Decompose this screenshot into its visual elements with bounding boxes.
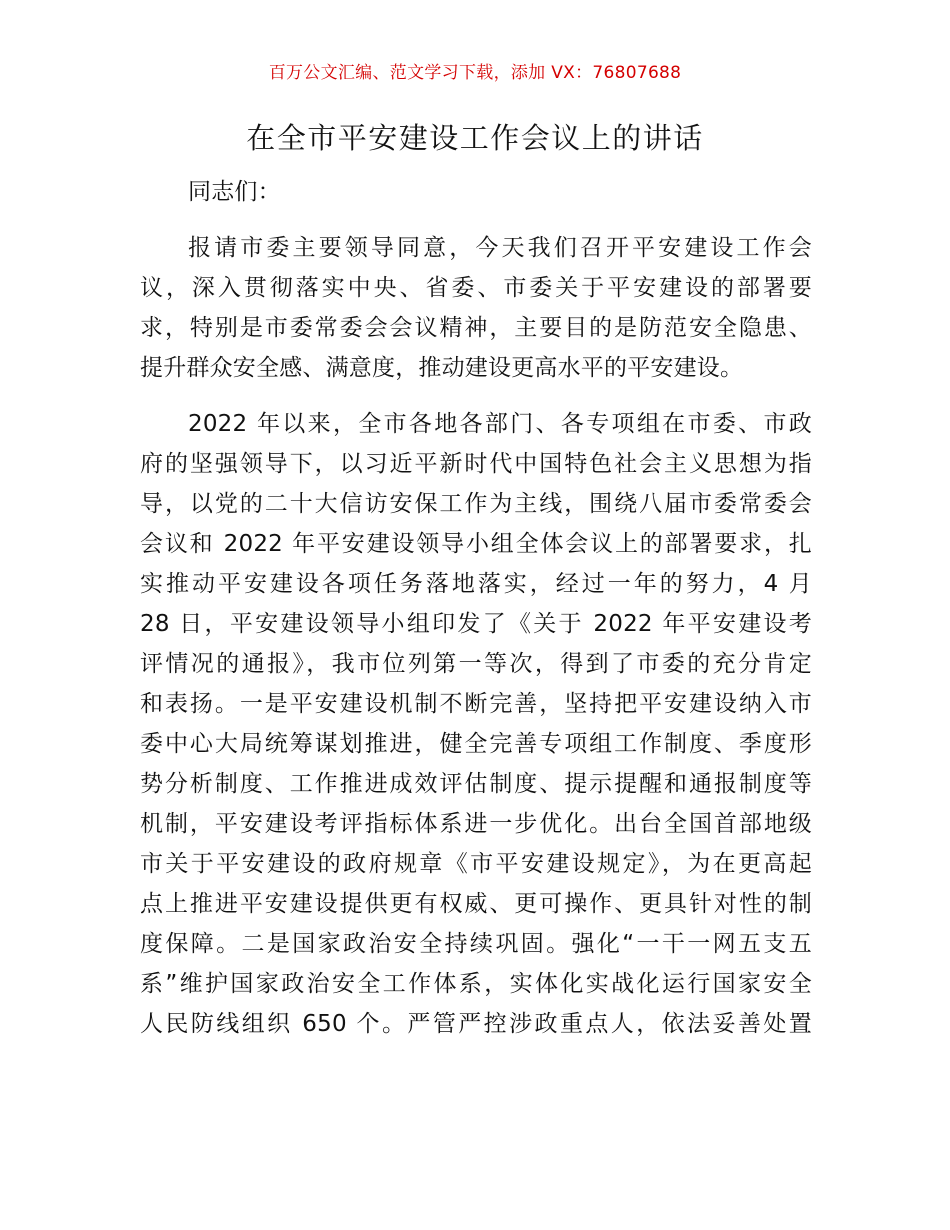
paragraph-line: 提升群众安全感、满意度，推动建设更高水平的平安建设。 bbox=[140, 355, 744, 381]
paragraph-line: 求，特别是市委常委会会议精神，主要目的是防范安全隐患、 bbox=[140, 315, 812, 341]
paragraph-line: 导，以党的二十大信访安保工作为主线，围绕八届市委常委会 bbox=[140, 491, 812, 517]
paragraph bbox=[140, 404, 812, 1044]
header-promo-note: 百万公文汇编、范文学习下载，添加 VX：76807688 bbox=[268, 63, 682, 83]
paragraph-line: 和表扬。一是平安建设机制不断完善，坚持把平安建设纳入市 bbox=[140, 691, 812, 717]
salutation: 同志们： bbox=[188, 179, 281, 205]
paragraph-line: 委中心大局统筹谋划推进，健全完善专项组工作制度、季度形 bbox=[140, 731, 812, 757]
paragraph-line: 点上推进平安建设提供更有权威、更可操作、更具针对性的制 bbox=[140, 891, 812, 917]
paragraph-line: 2022 年以来，全市各地各部门、各专项组在市委、市政 bbox=[188, 411, 812, 437]
paragraph-line: 28 日，平安建设领导小组印发了《关于 2022 年平安建设考 bbox=[140, 611, 812, 637]
paragraph bbox=[140, 228, 812, 388]
paragraph-line: 度保障。二是国家政治安全持续巩固。强化“一干一网五支五 bbox=[140, 931, 812, 957]
paragraph-line: 系”维护国家政治安全工作体系，实体化实战化运行国家安全 bbox=[140, 971, 812, 997]
document-title: 在全市平安建设工作会议上的讲话 bbox=[246, 121, 704, 155]
paragraph-line: 报请市委主要领导同意，今天我们召开平安建设工作会 bbox=[188, 235, 812, 261]
paragraph-line: 实推动平安建设各项任务落地落实，经过一年的努力，4 月 bbox=[140, 571, 812, 597]
document-body bbox=[140, 172, 812, 1044]
paragraph-line: 议，深入贯彻落实中央、省委、市委关于平安建设的部署要 bbox=[140, 275, 812, 301]
paragraph-line: 市关于平安建设的政府规章《市平安建设规定》，为在更高起 bbox=[140, 851, 812, 877]
paragraph-line: 会议和 2022 年平安建设领导小组全体会议上的部署要求，扎 bbox=[140, 531, 812, 557]
paragraph-line: 人民防线组织 650 个。严管严控涉政重点人，依法妥善处置 bbox=[140, 1011, 812, 1037]
paragraph-line: 府的坚强领导下，以习近平新时代中国特色社会主义思想为指 bbox=[140, 451, 812, 477]
paragraph-line: 机制，平安建设考评指标体系进一步优化。出台全国首部地级 bbox=[140, 811, 812, 837]
paragraph-line: 势分析制度、工作推进成效评估制度、提示提醒和通报制度等 bbox=[140, 771, 812, 797]
paragraph-line: 评情况的通报》，我市位列第一等次，得到了市委的充分肯定 bbox=[140, 651, 812, 677]
